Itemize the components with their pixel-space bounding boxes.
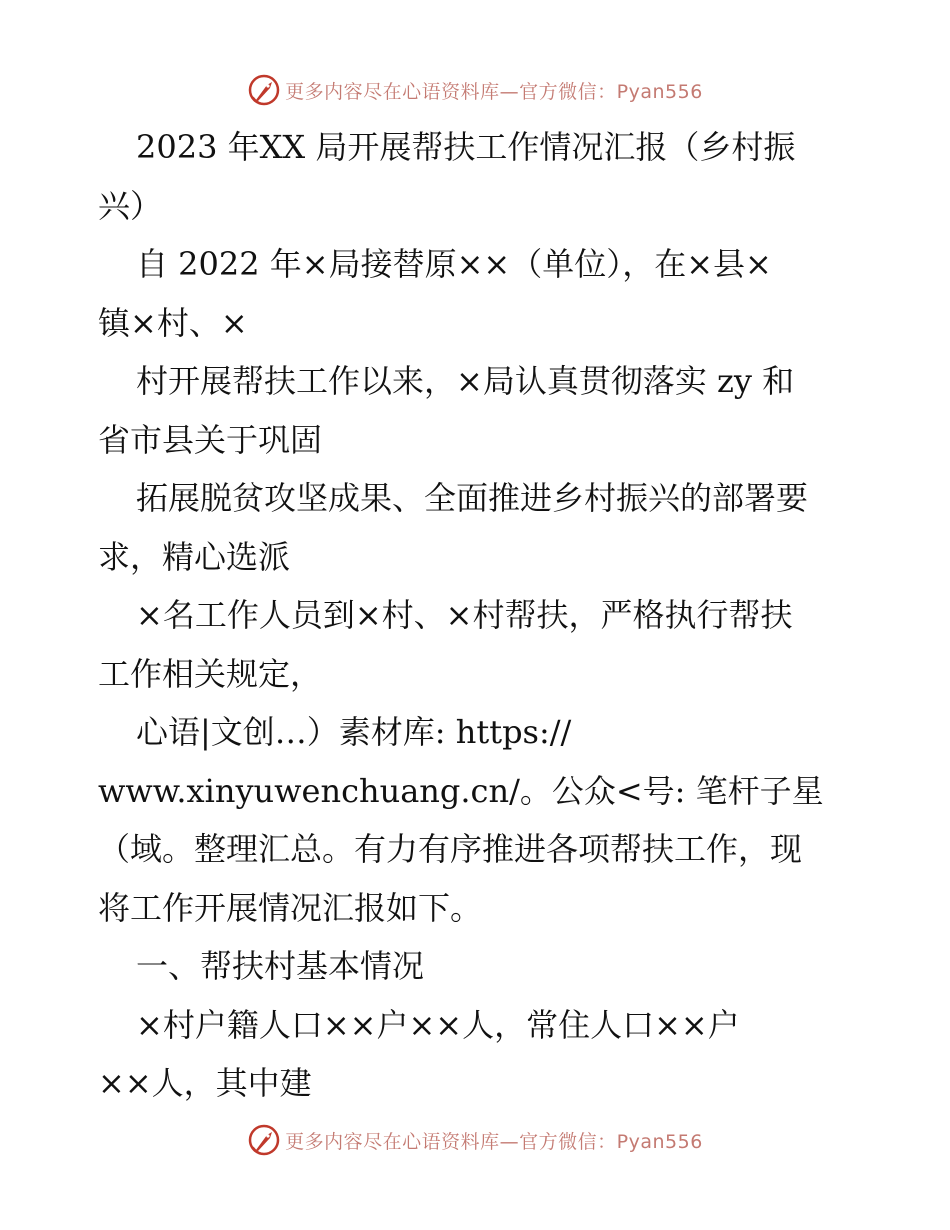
paragraph-line: 自 2022 年×局接替原××（单位），在×县× (136, 245, 772, 283)
paragraph-line: 省市县关于巩固 (98, 420, 323, 459)
header-banner-text (285, 77, 703, 104)
paragraph-line: 镇×村、× (98, 303, 248, 342)
paragraph-line: 工作相关规定， (98, 654, 323, 693)
header-banner-main: 更多内容尽在心语资料库 (285, 80, 500, 103)
paragraph-line: 求，精心选派 (98, 537, 291, 576)
paragraph-line: ×名工作人员到×村、×村帮扶，严格执行帮扶 (136, 596, 793, 634)
pen-nib-logo-icon (247, 73, 281, 107)
paragraph-line: www.xinyuwenchuang.cn/。公众<号: 笔杆子星 (98, 771, 824, 810)
paragraph-line: ×村户籍人口××户××人，常住人口××户 (136, 1005, 740, 1044)
footer-banner-main: 更多内容尽在心语资料库 (285, 1130, 500, 1153)
document-body (98, 118, 858, 1113)
footer-banner[interactable] (0, 1120, 950, 1160)
doc-title-line-1: 2023 年XX 局开展帮扶工作情况汇报（乡村振 (136, 128, 796, 166)
footer-banner-wechat: 官方微信：Pyan556 (519, 1130, 703, 1153)
paragraph-line: （域。整理汇总。有力有序推进各项帮扶工作，现 (98, 830, 803, 868)
doc-title-line-2: 兴） (98, 186, 163, 225)
paragraph-line: 村开展帮扶工作以来，×局认真贯彻落实 zy 和 (136, 362, 795, 400)
paragraph-line: 将工作开展情况汇报如下。 (98, 888, 483, 927)
paragraph-line: 心语|文创…）素材库: https:// (136, 713, 572, 751)
paragraph-line: ××人，其中建 (98, 1064, 312, 1102)
section-heading: 一、帮扶村基本情况 (136, 947, 425, 985)
paragraph-line: 拓展脱贫攻坚成果、全面推进乡村振兴的部署要 (136, 479, 809, 517)
footer-banner-separator: — (499, 1130, 520, 1153)
footer-banner-text (285, 1127, 703, 1154)
pen-nib-logo-icon (247, 1123, 281, 1157)
header-banner-wechat: 官方微信：Pyan556 (519, 80, 703, 103)
header-banner[interactable] (0, 70, 950, 110)
header-banner-separator: — (499, 80, 520, 103)
